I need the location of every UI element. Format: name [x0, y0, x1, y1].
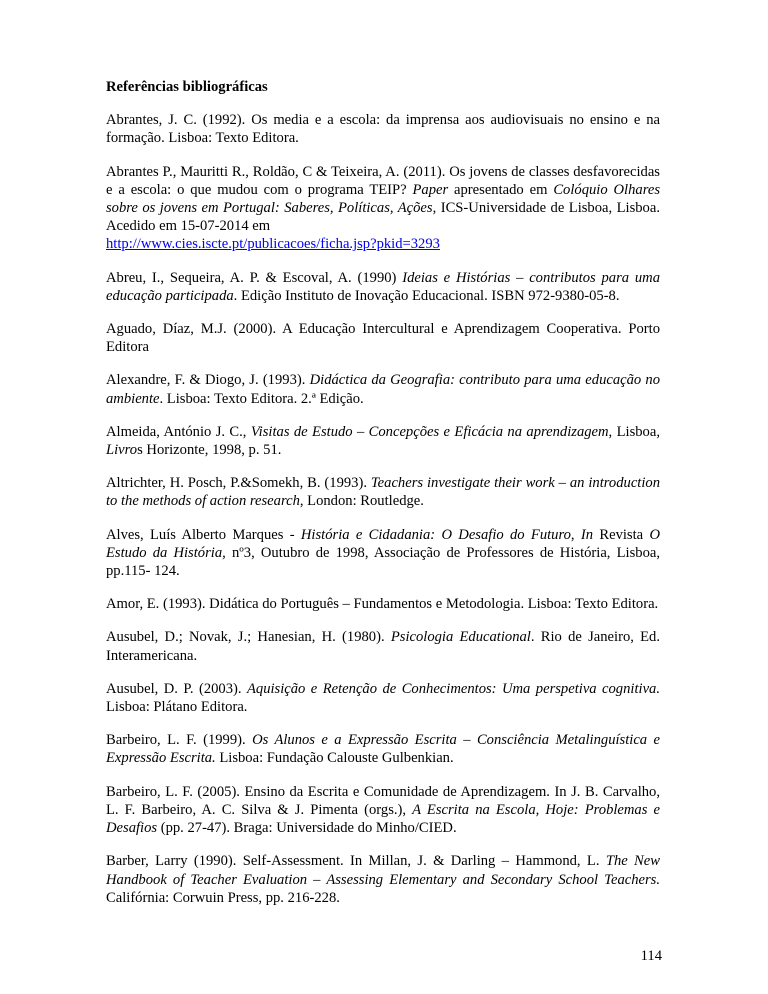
- reference-entry: Aguado, Díaz, M.J. (2000). A Educação Intercultural e Aprendizagem Cooperativa. Porto Editora: [106, 321, 660, 356]
- reference-entry: Alexandre, F. & Diogo, J. (1993). Didáctica da Geografia: contributo para uma educação no ambiente. Lisboa: Texto Editora. 2.ª Edição.: [106, 372, 660, 407]
- reference-entry: Altrichter, H. Posch, P.&Somekh, B. (1993). Teachers investigate their work – an introduction to the methods of action research, London: Routledge.: [106, 475, 660, 510]
- references-section: [106, 78, 660, 922]
- reference-entry: Barbeiro, L. F. (1999). Os Alunos e a Expressão Escrita – Consciência Metalinguística e Expressão Escrita. Lisboa: Fundação Calouste Gulbenkian.: [106, 732, 660, 767]
- reference-link[interactable]: http://www.cies.iscte.pt/publicacoes/ficha.jsp?pkid=3293: [106, 236, 440, 253]
- reference-entry: Abrantes P., Mauritti R., Roldão, C & Teixeira, A. (2011). Os jovens de classes desfavorecidas e a escola: o que mudou com o programa TEIP? Paper apresentado em Colóquio Olhares sobre os jovens em Portugal: Saberes, Políticas, Ações, ICS-Universidade de Lisboa, Lisboa. Acedido em 15-07-2014 em http://www.cies.iscte.pt/publicacoes/ficha.jsp?pkid=3293: [106, 163, 660, 253]
- reference-entry: Barbeiro, L. F. (2005). Ensino da Escrita e Comunidade de Aprendizagem. In J. B. Carvalho, L. F. Barbeiro, A. C. Silva & J. Pimenta (orgs.), A Escrita na Escola, Hoje: Problemas e Desafios (pp. 27-47). Braga: Universidade do Minho/CIED.: [106, 783, 660, 837]
- reference-entry: Almeida, António J. C., Visitas de Estudo – Concepções e Eficácia na aprendizagem, Lisboa, Livros Horizonte, 1998, p. 51.: [106, 423, 660, 459]
- reference-entry: Abrantes, J. C. (1992). Os media e a escola: da imprensa aos audiovisuais no ensino e na formação. Lisboa: Texto Editora.: [106, 112, 660, 147]
- reference-entry: Abreu, I., Sequeira, A. P. & Escoval, A. (1990) Ideias e Histórias – contributos para uma educação participada. Edição Instituto de Inovação Educacional. ISBN 972-9380-05-8.: [106, 269, 660, 304]
- reference-entry: Barber, Larry (1990). Self-Assessment. In Millan, J. & Darling – Hammond, L. The New Handbook of Teacher Evaluation – Assessing Elementary and Secondary School Teachers. Califórnia: Corwuin Press, pp. 216-228.: [106, 853, 661, 906]
- reference-entry: Ausubel, D. P. (2003). Aquisição e Retenção de Conhecimentos: Uma perspetiva cognitiva. Lisboa: Plátano Editora.: [106, 680, 660, 716]
- reference-entry: Ausubel, D.; Novak, J.; Hanesian, H. (1980). Psicologia Educational. Rio de Janeiro, Ed. Interamericana.: [106, 629, 660, 664]
- section-heading: Referências bibliográficas: [106, 79, 268, 95]
- reference-entry: Alves, Luís Alberto Marques - História e Cidadania: O Desafio do Futuro, In Revista O Estudo da História, nº3, Outubro de 1998, Associação de Professores de História, Lisboa, pp.115- 124.: [106, 526, 660, 580]
- page-number: 114: [640, 948, 662, 964]
- reference-entry: Amor, E. (1993). Didática do Português – Fundamentos e Metodologia. Lisboa: Texto Editora.: [106, 596, 659, 613]
